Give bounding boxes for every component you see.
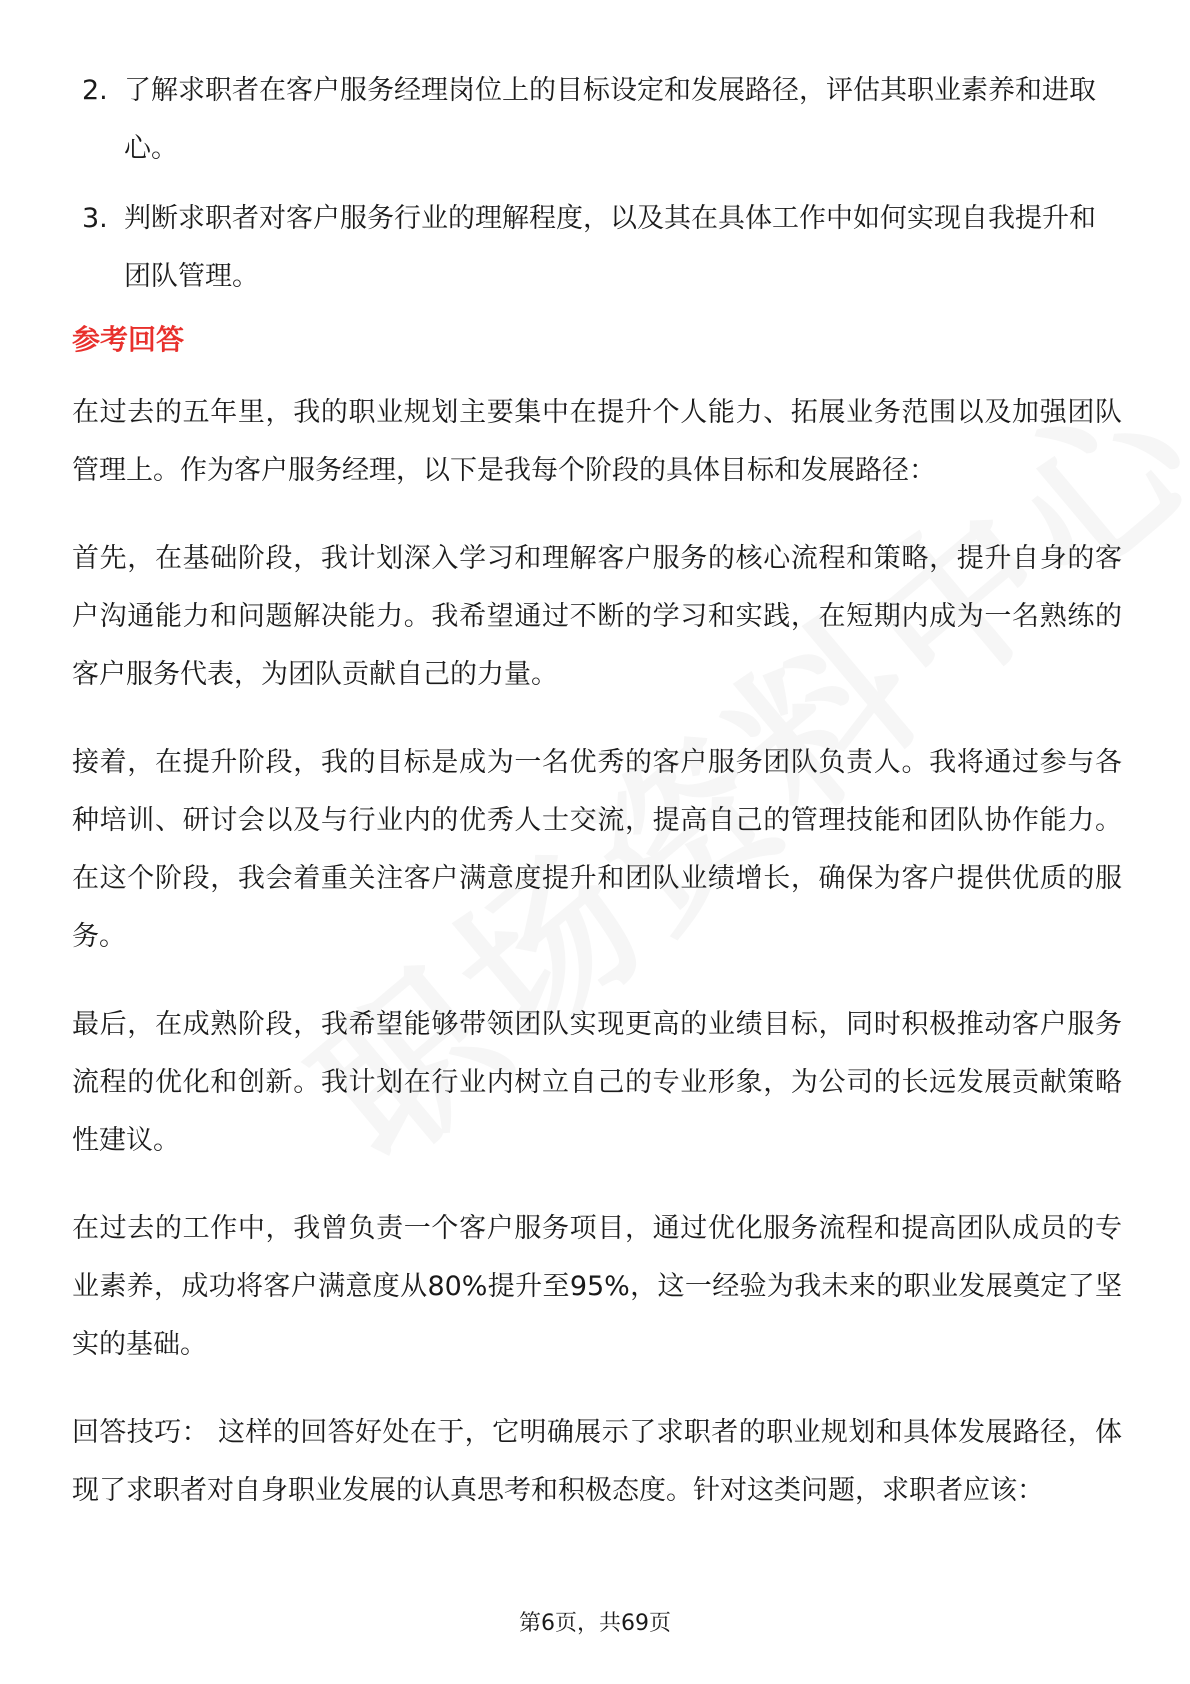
answer-body <box>72 384 1122 1550</box>
page-footer: 第6页，共69页 <box>519 1611 671 1636</box>
list-text: 了解求职者在客户服务经理岗位上的目标设定和发展路径，评估其职业素养和进取心。 <box>124 75 1096 164</box>
list-text: 判断求职者对客户服务行业的理解程度，以及其在具体工作中如何实现自我提升和团队管理。 <box>124 203 1096 292</box>
paragraph: 最后，在成熟阶段，我希望能够带领团队实现更高的业绩目标，同时积极推动客户服务流程的优化和创新。我计划在行业内树立自己的专业形象，为公司的长远发展贡献策略性建议。 <box>72 1009 1122 1156</box>
section-heading: 参考回答 <box>72 323 185 356</box>
list-number: 3. <box>82 203 108 234</box>
numbered-list <box>72 62 1122 318</box>
paragraph: 在过去的五年里，我的职业规划主要集中在提升个人能力、拓展业务范围以及加强团队管理上。作为客户服务经理，以下是我每个阶段的具体目标和发展路径： <box>72 397 1122 486</box>
list-item <box>72 190 1122 306</box>
paragraph: 回答技巧： 这样的回答好处在于，它明确展示了求职者的职业规划和具体发展路径，体现了求职者对自身职业发展的认真思考和积极态度。针对这类问题，求职者应该： <box>72 1417 1122 1506</box>
list-number: 2. <box>82 75 108 106</box>
list-item <box>72 62 1122 178</box>
paragraph: 接着，在提升阶段，我的目标是成为一名优秀的客户服务团队负责人。我将通过参与各种培训、研讨会以及与行业内的优秀人士交流，提高自己的管理技能和团队协作能力。在这个阶段，我会着重关注客户满意度提升和团队业绩增长，确保为客户提供优质的服务。 <box>72 747 1122 952</box>
paragraph: 在过去的工作中，我曾负责一个客户服务项目，通过优化服务流程和提高团队成员的专业素养，成功将客户满意度从80%提升至95%，这一经验为我未来的职业发展奠定了坚实的基础。 <box>72 1213 1122 1360</box>
paragraph: 首先，在基础阶段，我计划深入学习和理解客户服务的核心流程和策略，提升自身的客户沟通能力和问题解决能力。我希望通过不断的学习和实践，在短期内成为一名熟练的客户服务代表，为团队贡献自己的力量。 <box>72 543 1122 690</box>
